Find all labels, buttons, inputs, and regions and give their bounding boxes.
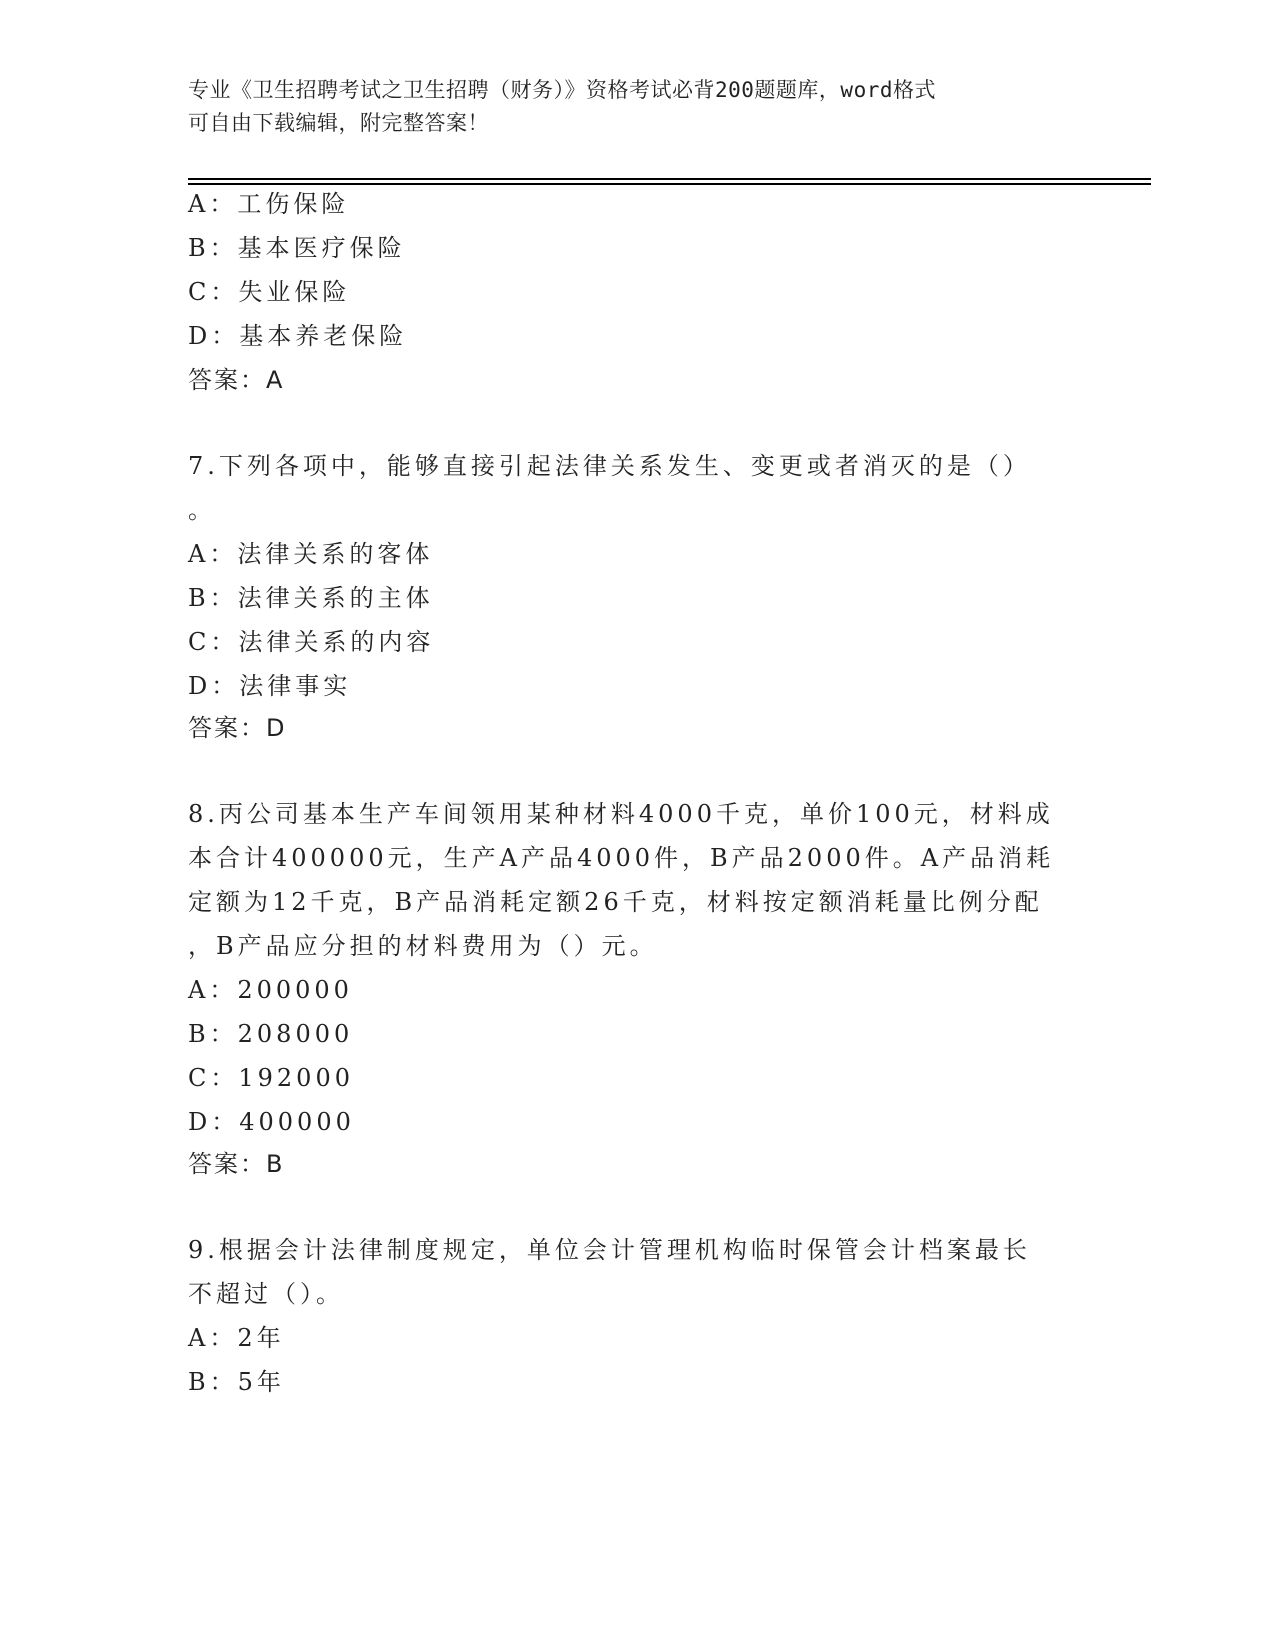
q7-option-a: A：法律关系的客体 xyxy=(188,540,434,568)
header-rule-bottom xyxy=(188,183,1151,185)
q6-option-d: D：基本养老保险 xyxy=(188,322,408,350)
q7-stem-line-1: 7.下列各项中，能够直接引起法律关系发生、变更或者消灭的是（） xyxy=(188,452,1031,480)
q8-option-c: C：192000 xyxy=(188,1064,354,1092)
header-line-2: 可自由下载编辑，附完整答案！ xyxy=(188,111,489,135)
q8-answer: 答案：B xyxy=(188,1150,285,1178)
q9-stem-line-1: 9.根据会计法律制度规定，单位会计管理机构临时保管会计档案最长 xyxy=(188,1236,1031,1264)
q6-answer: 答案：A xyxy=(188,366,285,394)
q7-option-b: B：法律关系的主体 xyxy=(188,584,434,612)
q6-option-a: A：工伤保险 xyxy=(188,190,350,218)
q8-stem-line-2: 本合计400000元，生产A产品4000件，B产品2000件。A产品消耗 xyxy=(188,844,1055,872)
document-header xyxy=(188,74,1068,140)
q7-stem-line-2: 。 xyxy=(188,496,216,524)
q7-answer: 答案：D xyxy=(188,714,287,742)
q8-stem-line-1: 8.丙公司基本生产车间领用某种材料4000千克，单价100元，材料成 xyxy=(188,800,1054,828)
q6-option-c: C：失业保险 xyxy=(188,278,351,306)
q9-option-b: B：5年 xyxy=(188,1368,285,1396)
q7-option-c: C：法律关系的内容 xyxy=(188,628,435,656)
q9-stem-line-2: 不超过（）。 xyxy=(188,1280,344,1308)
q8-option-a: A：200000 xyxy=(188,976,353,1004)
q8-option-d: D：400000 xyxy=(188,1108,355,1136)
header-rule-top xyxy=(188,178,1151,180)
q6-option-b: B：基本医疗保险 xyxy=(188,234,406,262)
q8-stem-line-4: ，B产品应分担的材料费用为（）元。 xyxy=(188,932,658,960)
q7-option-d: D：法律事实 xyxy=(188,672,352,700)
q9-option-a: A：2年 xyxy=(188,1324,285,1352)
q8-option-b: B：208000 xyxy=(188,1020,354,1048)
q8-stem-line-3: 定额为12千克，B产品消耗定额26千克，材料按定额消耗量比例分配 xyxy=(188,888,1043,916)
header-line-1: 专业《卫生招聘考试之卫生招聘（财务）》资格考试必背200题题库，word格式 xyxy=(188,78,936,102)
